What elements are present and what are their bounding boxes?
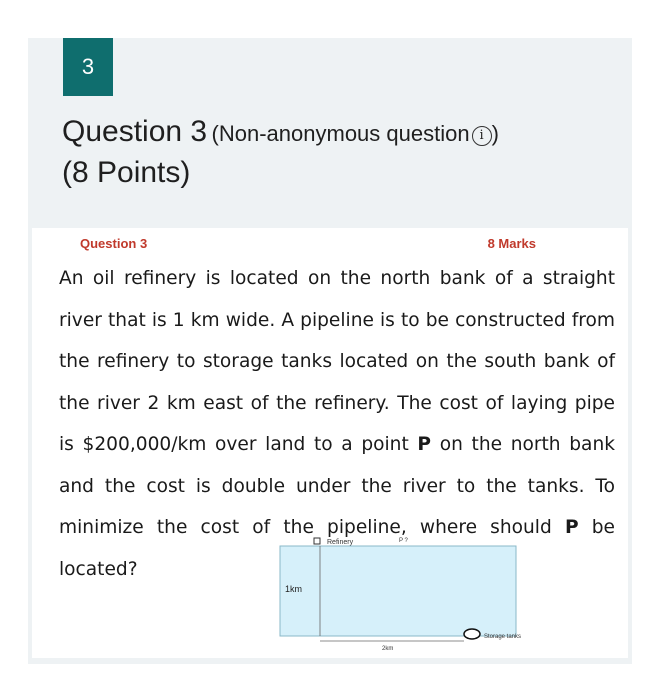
refinery-label: Refinery bbox=[327, 539, 354, 546]
question-title-note: (Non-anonymous question bbox=[211, 121, 470, 146]
question-content-image bbox=[32, 228, 628, 658]
river-rect bbox=[280, 546, 516, 636]
problem-text-part2: on the north bank and the cost is double under the river to the tanks. To minimize the cost of the pipeline, where should bbox=[59, 434, 615, 538]
storage-tank-icon bbox=[464, 629, 480, 639]
question-card bbox=[28, 38, 632, 664]
problem-marks: 8 Marks bbox=[487, 236, 536, 251]
question-title-note-close: ) bbox=[491, 121, 499, 146]
question-points: (8 Points) bbox=[62, 156, 191, 189]
problem-text-part1: An oil refinery is located on the north bank of a straight river that is 1 km wide. A pipeline is to be constructed from the refinery to storage tanks located on the south bank of the river 2 km east of the refinery. The cost of laying pipe is $200,000/km over land to a point bbox=[59, 268, 615, 455]
question-title bbox=[62, 114, 499, 191]
question-title-main: Question 3 bbox=[62, 115, 208, 148]
river-diagram bbox=[272, 534, 572, 652]
problem-header bbox=[80, 236, 536, 251]
info-icon[interactable]: i bbox=[472, 126, 492, 146]
refinery-icon bbox=[314, 538, 320, 544]
width-label: 1km bbox=[285, 584, 303, 594]
distance-label: 2km bbox=[382, 646, 394, 652]
problem-point-p: P bbox=[417, 434, 432, 455]
question-number-badge: 3 bbox=[63, 38, 113, 96]
p-label: P ? bbox=[399, 538, 408, 544]
problem-point-p2: P bbox=[564, 517, 579, 538]
problem-label: Question 3 bbox=[80, 236, 148, 251]
problem-text-part3: be located? bbox=[59, 517, 616, 580]
tanks-label: Storage tanks bbox=[484, 634, 522, 640]
